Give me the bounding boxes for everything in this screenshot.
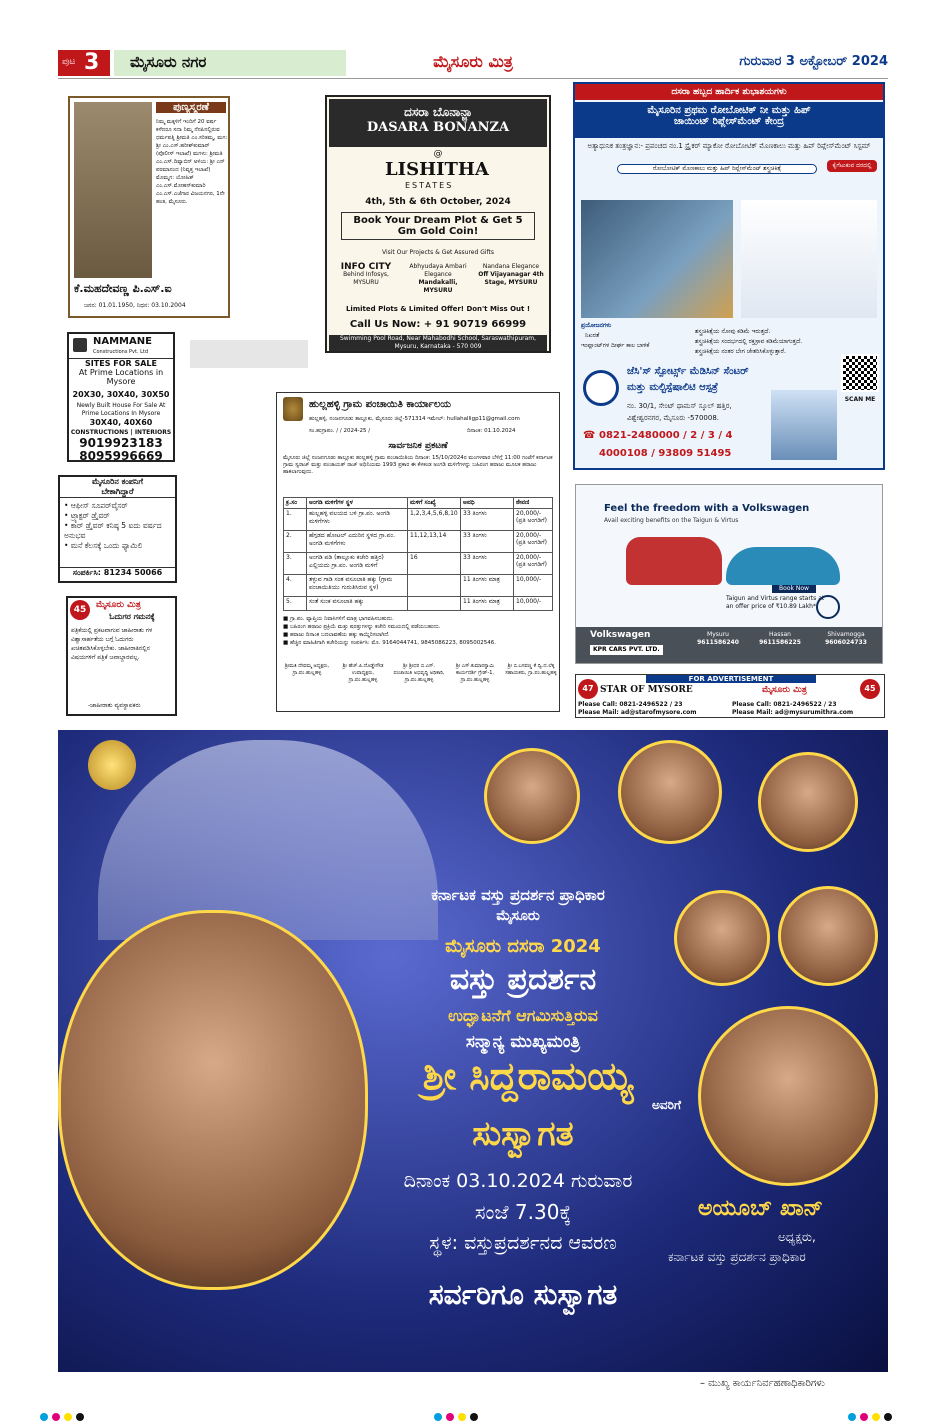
table-cell: 11 ತಿಂಗಳು ಮಾತ್ರ bbox=[461, 597, 514, 611]
chairman-photo bbox=[698, 1006, 878, 1186]
registration-dots-left bbox=[40, 1406, 88, 1425]
vw-title: Feel the freedom with a Volkswagen bbox=[604, 503, 810, 514]
table-cell: ಹೆಗ್ಗಡದ ಹೋಟಲ್ ಎದುರಿನ ಸ್ಥಳದ ಗ್ರಾ.ಪಂ. ಅಂಗಡಿ ಮಳಿಗೆಗಳು bbox=[307, 531, 408, 553]
issue-date: ಗುರುವಾರ 3 ಅಕ್ಟೋಬರ್ 2024 bbox=[739, 54, 888, 69]
table-cell: 33 ತಿಂಗಳು bbox=[461, 553, 514, 575]
readers-notice bbox=[66, 596, 177, 716]
panchayat-notice bbox=[276, 392, 560, 712]
notice-badge: 45 bbox=[70, 600, 90, 620]
banner-chair-title-2: ಕರ್ನಾಟಕ ವಸ್ತು ಪ್ರದರ್ಶನ ಪ್ರಾಧಿಕಾರ bbox=[668, 1250, 806, 1264]
hospital-benefit-3: ಶಸ್ತ್ರಚಿಕಿತ್ಸೆಯ ನೋವು ಕಡಿಮೆ ಇರುತ್ತದೆ. bbox=[695, 328, 771, 335]
panchayat-heading: ಸಾರ್ವಜನಿಕ ಪ್ರಕಟಣೆ bbox=[388, 441, 448, 451]
table-cell bbox=[408, 575, 461, 597]
vw-loc-2-phone: 9611586225 bbox=[759, 639, 801, 646]
blue-car bbox=[726, 547, 840, 585]
vw-loc-1 bbox=[688, 631, 748, 647]
hospital-badge: ಕೈಗೆಟುಕುವ ದರದಲ್ಲಿ bbox=[827, 160, 877, 172]
nammane-logo bbox=[73, 338, 87, 352]
lishitha-project-3 bbox=[477, 263, 545, 287]
hospital-tech: ಅತ್ಯಾಧುನಿಕ ತಂತ್ರಜ್ಞಾನ:- ಪ್ರಪಂಚದ ನಂ.1 ಸ್ಟ್ರೈಕರ್ ಮ್ಯಾಕೋ ರೋಬೋಟಿಕ್ ಮೊಣಕಾಲು ಮತ್ತು ಹಿಪ್ ರಿಪ್ಲೇಸ್‌ಮೆಂಟ್ ಸಿಸ್ಟಮ್ bbox=[587, 142, 871, 150]
volkswagen-ad bbox=[575, 484, 883, 664]
hospital-logo bbox=[583, 370, 619, 406]
col-header: ಕ್ರ.ಸಂ bbox=[284, 498, 307, 509]
nammane-name: NAMMANE bbox=[93, 336, 152, 347]
table-row bbox=[284, 597, 553, 611]
banner-org-1: ಕರ್ನಾಟಕ ವಸ್ತು ಪ್ರದರ್ಶನ ಪ್ರಾಧಿಕಾರ bbox=[431, 886, 605, 904]
ad-left-brand: STAR OF MYSORE bbox=[600, 685, 693, 695]
minister-photo-4 bbox=[674, 890, 770, 986]
section-title-bar bbox=[114, 50, 346, 76]
table-cell: ಸಂತೆ ಸುಂಕ ವಸೂಲಾತಿ ಹಕ್ಕು bbox=[307, 597, 408, 611]
obituary-dates: ಜನನ: 01.01.1950, ನಿಧನ: 03.10.2004 bbox=[84, 302, 186, 309]
table-cell: 10,000/- bbox=[514, 575, 553, 597]
project-3-loc: Off Vijayanagar 4th Stage, MYSURU bbox=[478, 271, 544, 286]
obituary-name: ಕೆ.ಮಹದೇವಣ್ಣ ಪಿ.ಎಸ್.ಐ bbox=[74, 282, 172, 295]
nammane-phone-1: 9019923183 bbox=[79, 436, 163, 450]
ad-left-phone: Please Call: 0821-2496522 / 23 bbox=[578, 701, 683, 708]
signatory: ಶ್ರೀ ಶ್ರೀಧರ ಬಿ.ಎಸ್. ಪಂಚಾಯಿತಿ ಅಭಿವೃದ್ಧಿ ಅಧಿಕಾರಿ, ಗ್ರಾ.ಪಂ.ಹುಲ್ಲಹಳ್ಳಿ bbox=[393, 663, 445, 683]
jobs-item: • ಕಾರ್ ಡ್ರೈವರ್ ಕನಿಷ್ಠ 5 ಐದು ವರ್ಷದ ಅನುಭವ bbox=[64, 521, 162, 540]
project-2-name: Abhyudaya Ambari Elegance bbox=[409, 263, 467, 278]
lishitha-ad bbox=[325, 95, 551, 353]
vw-book-button[interactable]: Book Now bbox=[772, 585, 816, 593]
table-cell: 20,000/- (ಪ್ರತಿ ಅಂಗಡಿಗೆ) bbox=[514, 509, 553, 531]
hospital-benefit-2: ಇಂಪ್ಲಾಂಟ್‌ಗಳ ದೀರ್ಘ ಕಾಲ ಬಾಳಿಕೆ bbox=[581, 342, 650, 349]
table-cell: 10,000/- bbox=[514, 597, 553, 611]
lishitha-dates: 4th, 5th & 6th October, 2024 bbox=[365, 197, 511, 207]
qr-label: SCAN ME bbox=[844, 396, 876, 403]
panchayat-date: ದಿನಾಂಕ: 01.10.2024 bbox=[467, 428, 516, 434]
panchayat-title: ಹುಲ್ಲಹಳ್ಳಿ ಗ್ರಾಮ ಪಂಚಾಯಿತಿ ಕಾರ್ಯಾಲಯ bbox=[309, 399, 452, 410]
note-item: ■ ಬಹಿರಂಗ ಹರಾಜು ಪ್ರಕ್ರಿಯೆ ಮತ್ತು ಷರತ್ತುಗಳನ್ನು ಕಚೇರಿ ಸಮಯದಲ್ಲಿ ಪಡೆಯಬಹುದು. bbox=[283, 624, 441, 630]
minister-photo-2 bbox=[618, 740, 722, 844]
ad-right-brand: ಮೈಸೂರು ಮಿತ್ರ bbox=[762, 685, 807, 695]
red-car bbox=[626, 537, 722, 585]
obituary-body: ನಿಮ್ಮ ಮಕ್ಕಳಿಗೆ ಇಂದಿಗೆ 20 ವರ್ಷ ಕಳೆದರೂ ಸದಾ ನಿಮ್ಮ ನೆನಪಿನಲ್ಲಿರುವ ಧರ್ಮಪತ್ನಿ ಶ್ರೀಮತಿ ಎಂ.ಸರಿತಮ್ಮ, ಮಗ: ಶ್ರೀ ಎಂ.ಎಸ್.ಹರೀಶ್‌ಕುಮಾರ್ (ಪೊಲೀಸ್ ಇಲಾಖೆ) ಮಗಳು: ಶ್ರೀಮತಿ ಎಂ.ಎಸ್.ದಿವ್ಯಾಬಿನ್ ಅಳಿಯ: ಶ್ರೀ ಎನ್ ಪರಮಾನಂದ (ನಿವೃತ್ತ ಇಲಾಖೆ) ಮೊಮ್ಮಗ: ಯೋಹಿತ್ ಎಂ.ಎಸ್.ಮೋಹನ್‌ಕುಮಾರಿ ಎಂ.ಎಸ್.ಎಜೆಗಾರ ವಿಜಯನಗರ, 1ನೇ ಹಂತ, ಮೈಸೂರು. bbox=[156, 119, 228, 205]
banner-chair-title-1: ಅಧ್ಯಕ್ಷರು, bbox=[778, 1230, 816, 1244]
project-3-name: Nandana Elegance bbox=[482, 263, 540, 270]
qr-code bbox=[841, 354, 879, 392]
signatory: ಶ್ರೀಮತಿ ದೇವಮ್ಮ ಅಧ್ಯಕ್ಷರು, ಗ್ರಾ.ಪಂ.ಹುಲ್ಲಹಳ್ಳಿ bbox=[284, 663, 330, 676]
header bbox=[58, 50, 888, 76]
nammane-l3: 20X30, 30X40, 30X50 bbox=[72, 390, 170, 399]
banner-welcome: ಸುಸ್ವಾಗತ bbox=[472, 1114, 574, 1154]
table-cell: 5. bbox=[284, 597, 307, 611]
hospital-phone-2: 4000108 / 93809 51495 bbox=[599, 448, 732, 459]
surgeon-photo bbox=[581, 200, 733, 318]
page-label: ಪುಟ bbox=[62, 57, 76, 67]
lishitha-title-band bbox=[329, 99, 547, 147]
col-header: ಮಳಿಗೆ ಸಂಖ್ಯೆ bbox=[408, 498, 461, 509]
vw-loc-2-name: Hassan bbox=[769, 631, 791, 638]
vw-sub: Avail exciting benefits on the Taigun & Virtus bbox=[604, 517, 739, 524]
cm-photo bbox=[58, 910, 368, 1290]
col-header: ಠೇವಣಿ bbox=[514, 498, 553, 509]
table-row bbox=[284, 575, 553, 597]
table-cell: 1. bbox=[284, 509, 307, 531]
notice-brand: ಮೈಸೂರು ಮಿತ್ರ bbox=[96, 600, 141, 610]
dasara-banner bbox=[58, 730, 888, 1372]
hospital-benefits-label: ಪ್ರಯೋಜನಗಳು bbox=[581, 322, 612, 329]
table-row bbox=[284, 509, 553, 531]
nammane-l2: At Prime Locations in Mysore bbox=[78, 368, 164, 386]
robot-photo bbox=[741, 200, 877, 318]
table-cell: ಅಂಗಡಿ ಪಡಿ (ತಾಲ್ಲೂಕು ಕಚೇರಿ ಹತ್ತಿರ) ಎಲ್ಲಿಯದು ಗ್ರಾ.ಪಂ. ಅಂಗಡಿ ಮಳಿಗೆ bbox=[307, 553, 408, 575]
obituary-ad bbox=[68, 96, 230, 318]
lishitha-at: @ bbox=[433, 149, 443, 159]
panchayat-notes bbox=[283, 615, 553, 647]
note-item: ■ ಗ್ರಾ.ಪಂ. ವ್ಯಾಪ್ತಿಯ ನಿವಾಸಿಗಳಿಗೆ ಮಾತ್ರ ಭಾಗವಹಿಸಬಹುದು. bbox=[283, 616, 394, 622]
notice-sign: -ಜಾಹೀರಾತು ವ್ಯವಸ್ಥಾಪಕರು bbox=[88, 702, 141, 709]
jobs-title-1: ಮೈಸೂರಿನ ಕಂಪನಿಗೆ bbox=[92, 477, 143, 486]
ad-right-phone: Please Call: 0821-2496522 / 23 bbox=[732, 701, 837, 708]
minister-photo-3 bbox=[758, 752, 858, 852]
page-number-badge bbox=[58, 50, 110, 76]
table-cell: 3. bbox=[284, 553, 307, 575]
panchayat-table-wrap bbox=[283, 497, 553, 611]
vw-dealer: KPR CARS PVT. LTD. bbox=[590, 645, 663, 655]
banner-event-2: ವಸ್ತು ಪ್ರದರ್ಶನ bbox=[449, 962, 597, 997]
hospital-pill: ರೋಬೋಟಿಕ್ ಮೊಣಕಾಲು ಮತ್ತು ಹಿಪ್ ರಿಪ್ಲೇಸ್‌ಮೆಂಟ್ ಶಸ್ತ್ರಚಿಕಿತ್ಸೆ bbox=[617, 164, 817, 174]
hospital-benefit-1: ನಿಖರತೆ bbox=[585, 332, 600, 339]
panchayat-signatories bbox=[281, 663, 557, 684]
vw-loc-2 bbox=[750, 631, 810, 647]
banner-cm-name: ಶ್ರೀ ಸಿದ್ದರಾಮಯ್ಯ bbox=[422, 1054, 634, 1098]
table-cell bbox=[408, 597, 461, 611]
banner-event-4: ಸನ್ಮಾನ್ಯ ಮುಖ್ಯಮಂತ್ರಿ bbox=[465, 1032, 581, 1052]
masthead: ಮೈಸೂರು ಮಿತ್ರ bbox=[433, 52, 513, 71]
minister-photo-5 bbox=[778, 886, 878, 986]
table-cell: 20,000/- (ಪ್ರತಿ ಅಂಗಡಿಗೆ) bbox=[514, 553, 553, 575]
note-item: ■ ಹರಾಜು ದಿನಾಂಕ ಬದಲಾವಣೆಯ ಹಕ್ಕು ಕಾಯ್ದಿರಿಸಲಾಗಿದೆ. bbox=[283, 632, 390, 638]
lishitha-brand: LISHITHA bbox=[385, 159, 489, 180]
ad-left-email: Please Mail: ad@starofmysore.com bbox=[578, 709, 697, 716]
project-2-loc: Mandakalli, MYSURU bbox=[418, 279, 458, 294]
hospital-ad bbox=[573, 82, 885, 470]
jobs-contact: ಸಂಪರ್ಕಿಸಿ: 81234 50066 bbox=[60, 567, 175, 578]
signatory: ಶ್ರೀ ಎಸ್.ಕುಮಾರಸ್ವಾಮಿ ಕಾರ್ಯದರ್ಶಿ ಗ್ರೇಡ್-1, ಗ್ರಾ.ಪಂ.ಹುಲ್ಲಹಳ್ಳಿ bbox=[455, 663, 495, 683]
nammane-phone-2: 8095996669 bbox=[79, 449, 163, 463]
lishitha-offer: Book Your Dream Plot & Get 5 Gm Gold Coin! bbox=[341, 212, 535, 240]
vw-loc-1-name: Mysuru bbox=[707, 631, 729, 638]
vw-logo-icon bbox=[816, 595, 840, 619]
banner-all-welcome: ಸರ್ವರಿಗೂ ಸುಸ್ವಾಗತ bbox=[428, 1278, 618, 1311]
hospital-greeting: ದಸರಾ ಹಬ್ಬದ ಹಾರ್ದಿಕ ಶುಭಾಶಯಗಳು bbox=[575, 84, 883, 100]
note-item: ■ ಹೆಚ್ಚಿನ ಮಾಹಿತಿಗಾಗಿ ಕಚೇರಿಯನ್ನು ಸಂಪರ್ಕಿಸಿ: ಮೊ. 9164044741, 9845086223, 8095002546. bbox=[283, 640, 496, 646]
table-row bbox=[284, 531, 553, 553]
auction-table bbox=[283, 497, 553, 611]
lishitha-limited: Limited Plots & Limited Offer! Don't Miss Out ! bbox=[345, 305, 531, 313]
hospital-title-2: ಜಾಯಿಂಟ್ ರಿಪ್ಲೇಸ್‌ಮೆಂಟ್ ಕೇಂದ್ರ bbox=[673, 116, 785, 127]
registration-dots-center bbox=[434, 1406, 482, 1425]
lishitha-visit: Visit Our Projects & Get Assured Gifts bbox=[381, 249, 495, 256]
grey-placeholder bbox=[190, 340, 308, 368]
ad-left-badge: 47 bbox=[578, 679, 598, 699]
banner-venue: ಸ್ಥಳ: ವಸ್ತುಪ್ರದರ್ಶನದ ಆವರಣ bbox=[429, 1232, 617, 1254]
nammane-l1: SITES FOR SALE bbox=[69, 358, 173, 368]
nammane-sub: Constructions Pvt. Ltd bbox=[93, 349, 149, 355]
panchayat-ref: ಸಂ.ಹುಗ್ರಾಪಂ. / / 2024-25 / bbox=[309, 428, 371, 434]
lishitha-project-1 bbox=[333, 263, 399, 287]
project-1-loc: Behind Infosys, MYSURU bbox=[343, 271, 389, 286]
jobs-item: • ಟ್ರ್ಯಾಕ್ಟರ್ ಡ್ರೈವರ್ bbox=[64, 511, 110, 520]
hospital-benefit-5: ಶಸ್ತ್ರಚಿಕಿತ್ಸೆಯ ನಂತರ ಬೇಗ ಚೇತರಿಸಿಕೊಳ್ಳುತ್ತಾರೆ. bbox=[695, 348, 786, 355]
obituary-title: ಪುಣ್ಯಸ್ಮರಣೆ bbox=[156, 102, 226, 113]
table-cell: 2. bbox=[284, 531, 307, 553]
table-cell: 1,2,3,4,5,6,8,10 bbox=[408, 509, 461, 531]
nammane-l6: CONSTRUCTIONS | INTERIORS bbox=[70, 429, 172, 436]
notice-title: ಓದುಗರ ಗಮನಕ್ಕೆ bbox=[109, 612, 155, 621]
vw-brand: Volkswagen bbox=[590, 630, 651, 640]
hospital-title-band bbox=[575, 102, 883, 138]
lishitha-project-2 bbox=[403, 263, 473, 295]
banner-time: ಸಂಜೆ 7.30ಕ್ಕೆ bbox=[474, 1200, 572, 1224]
table-cell: 16 bbox=[408, 553, 461, 575]
banner-org-2: ಮೈಸೂರು bbox=[496, 908, 540, 924]
table-row bbox=[284, 553, 553, 575]
ad-bar-label: FOR ADVERTISEMENT bbox=[646, 675, 816, 683]
col-header: ಅವಧಿ bbox=[461, 498, 514, 509]
obituary-photo bbox=[74, 102, 152, 278]
minister-photo-1 bbox=[484, 748, 580, 844]
banner-avarige: ಅವರಿಗೆ bbox=[652, 1098, 681, 1112]
vw-loc-3-name: Shivamogga bbox=[827, 631, 865, 638]
signatory: ಶ್ರೀ ಹೆಚ್.ಪಿ.ದೊಡ್ಡೇಗೌಡ ಉಪಾಧ್ಯಕ್ಷರು, ಗ್ರಾ.ಪಂ.ಹುಲ್ಲಹಳ್ಳಿ bbox=[342, 663, 384, 683]
banner-chair-name: ಅಯೂಬ್ ಖಾನ್ bbox=[698, 1196, 824, 1221]
banner-date: ದಿನಾಂಕ 03.10.2024 ಗುರುವಾರ bbox=[403, 1170, 633, 1192]
vw-loc-1-phone: 9611586240 bbox=[697, 639, 739, 646]
vw-footer bbox=[576, 627, 882, 663]
lishitha-kn-title: ದಸರಾ ಬೊನಾನ್ಜಾ bbox=[404, 105, 472, 119]
col-header: ಅಂಗಡಿ ಮಳಿಗೆಗಳ ಸ್ಥಳ bbox=[307, 498, 408, 509]
lishitha-call: Call Us Now: + 91 90719 66999 bbox=[349, 319, 527, 330]
advertisement-bar bbox=[575, 674, 885, 718]
vw-price: Taigun and Virtus range starts at an offer price of ₹10.89 Lakh* bbox=[726, 595, 825, 610]
jobs-ad bbox=[58, 475, 177, 583]
table-cell: 33 ತಿಂಗಳು bbox=[461, 531, 514, 553]
jobs-item: • ಮನೆ ಕೆಲಸಕ್ಕೆ ಒಂದು ಫ್ಯಾಮಿಲಿ bbox=[64, 541, 143, 550]
jobs-list bbox=[64, 501, 174, 551]
vw-loc-3-phone: 9606024733 bbox=[825, 639, 867, 646]
table-cell: 11 ತಿಂಗಳು ಮಾತ್ರ bbox=[461, 575, 514, 597]
phone-icon: ☎ bbox=[583, 430, 596, 441]
ad-right-email: Please Mail: ad@mysurumithra.com bbox=[732, 709, 854, 716]
table-cell: ಹುಲ್ಲಹಳ್ಳಿ ವಲಯದ ಬಳಿ ಗ್ರಾ.ಪಂ. ಅಂಗಡಿ ಮಳಿಗೆಗಳು bbox=[307, 509, 408, 531]
table-cell: 4. bbox=[284, 575, 307, 597]
panchayat-para: ಮೈಸೂರು ಜಿಲ್ಲೆ ನಂಜನಗೂಡು ತಾಲ್ಲೂಕು ಹುಲ್ಲಹಳ್ಳಿ ಗ್ರಾಮ ಪಂಚಾಯಿತಿಯ ದಿನಾಂಕ: 15/10/2024ರ ಮಂಗಳವಾರ ಬೆಳಿಗ್ಗೆ 11:00 ಗಂಟೆಗೆ ಕರ್ನಾಟಕ ಗ್ರಾಮ ಸ್ವರಾಜ್ ಮತ್ತು ಪಂಚಾಯತ್ ರಾಜ್ ಅಧಿನಿಯಮ 1993 ಪ್ರಕಾರ ಈ ಕೆಳಕಂಡ ಅಂಗಡಿ ಮಳಿಗೆಗಳನ್ನು ಬಹಿರಂಗ ಹರಾಜು ಮೂಲಕ ಹರಾಜು ಹಾಕಲಾಗುವುದು. bbox=[283, 455, 553, 475]
hospital-phone-1: 0821-2480000 / 2 / 3 / 4 bbox=[599, 430, 733, 441]
signatory: ಶ್ರೀ ಬಿ.ಬಸವಣ್ಣ ಕೆ ದ್ವಿ.ದ.ಲೆಕ್ಕ ಸಹಾಯಕರು, ಗ್ರಾ.ಪಂ.ಹುಲ್ಲಹಳ್ಳಿ bbox=[505, 663, 557, 676]
nammane-l4: Newly Built House For Sale At Prime Locations In Mysore bbox=[76, 402, 166, 417]
hospital-addr-2: ವಿಶ್ವೇಶ್ವರನಗರ, ಮೈಸೂರು -570008. bbox=[627, 414, 719, 422]
hospital-addr-1: ನಂ. 30/1, ಸೇಂಟ್ ಥಾಮಸ್ ಸ್ಕೂಲ್ ಹತ್ತಿರ, bbox=[627, 402, 732, 410]
table-cell: 11,12,13,14 bbox=[408, 531, 461, 553]
table-cell: ತಳ್ಳುವ ಗಾಡಿ ಸಂತ ವಸೂಲಾತಿ ಹಕ್ಕು (ಗ್ರಾಮ ಪಂಚಾಯಿತಿಯು ಗುರುತಿಸಿರುವ ಸ್ಥಳ) bbox=[307, 575, 408, 597]
hospital-name-1: ಜೆಸಿ'ಸ್ ಸ್ಪೋರ್ಟ್ಸ್ ಮೆಡಿಸಿನ್ ಸೆಂಟರ್ bbox=[627, 366, 749, 377]
palace-arch bbox=[98, 740, 438, 940]
ad-right-badge: 45 bbox=[860, 679, 880, 699]
hospital-building-photo bbox=[771, 390, 837, 460]
panchayat-sub: ಹುಲ್ಲಹಳ್ಳಿ, ನಂಜನಗೂಡು ತಾಲ್ಲೂಕು, ಮೈಸೂರು ಜಿಲ್ಲೆ-571314 ಇಮೇಲ್: hullahalligp11@gmail.com bbox=[309, 416, 520, 422]
table-header-row bbox=[284, 498, 553, 509]
banner-footer: – ಮುಖ್ಯ ಕಾರ್ಯನಿರ್ವಹಣಾಧಿಕಾರಿಗಳು bbox=[700, 1378, 825, 1389]
lishitha-address: Swimming Pool Road, Near Mahabodhi School, Saraswathipuram, Mysuru, Karnataka - 570 009 bbox=[329, 335, 547, 351]
banner-event-3: ಉದ್ಘಾಟನೆಗೆ ಆಗಮಿಸುತ್ತಿರುವ bbox=[448, 1006, 598, 1025]
karnataka-emblem bbox=[88, 740, 136, 790]
jobs-item: • ಆಫೀಸ್ ಸೂಪರ್‌ವೈಸರ್ bbox=[64, 501, 128, 510]
notice-body: ಪತ್ರಿಕೆಯಲ್ಲಿ ಪ್ರಕಟವಾಗುವ ಜಾಹೀರಾತು ಗಳ ವಿಶ್ವಾಸಾರ್ಹತೆಯ ಬಗ್ಗೆ ಓದುಗರು ಖಚಿತಪಡಿಸಿಕೊಳ್ಳಬೇಕು. ಜಾಹೀರಾತಿನಲ್ಲಿನ ವಿಷಯಗಳಿಗೆ ಪತ್ರಿಕೆ ಜವಾಬ್ದಾರವಲ್ಲ. bbox=[71, 627, 153, 661]
hospital-name-2: ಮತ್ತು ಮಲ್ಟಿಸ್ಪೆಷಾಲಿಟಿ ಆಸ್ಪತ್ರೆ bbox=[627, 382, 718, 393]
emblem-icon bbox=[283, 397, 303, 421]
registration-dots-right bbox=[848, 1406, 896, 1425]
section-title: ಮೈಸೂರು ನಗರ bbox=[130, 53, 207, 71]
banner-event-1: ಮೈಸೂರು ದಸರಾ 2024 bbox=[445, 936, 601, 957]
table-cell: 33 ತಿಂಗಳು bbox=[461, 509, 514, 531]
lishitha-brand-sub: ESTATES bbox=[405, 181, 454, 190]
header-rule bbox=[58, 78, 888, 79]
project-1-name: INFO CITY bbox=[340, 262, 392, 272]
nammane-ad bbox=[67, 332, 175, 462]
hospital-title-1: ಮೈಸೂರಿನ ಪ್ರಥಮ ರೋಬೋಟಿಕ್ ನೀ ಮತ್ತು ಹಿಪ್ bbox=[647, 105, 811, 116]
page-number: 3 bbox=[84, 50, 100, 75]
jobs-title-2: ಬೇಕಾಗಿದ್ದಾರೆ bbox=[60, 487, 175, 498]
vw-loc-3 bbox=[814, 631, 878, 647]
lishitha-title: DASARA BONANZA bbox=[366, 120, 510, 135]
hospital-benefit-4: ಶಸ್ತ್ರಚಿಕಿತ್ಸೆಯ ಸಂದರ್ಭದಲ್ಲಿ ರಕ್ತಸ್ರಾವ ಕಡಿಮೆಯಾಗುತ್ತದೆ. bbox=[695, 338, 803, 345]
table-cell: 20,000/- (ಪ್ರತಿ ಅಂಗಡಿಗೆ) bbox=[514, 531, 553, 553]
nammane-l5: 30X40, 40X60 bbox=[89, 418, 153, 427]
